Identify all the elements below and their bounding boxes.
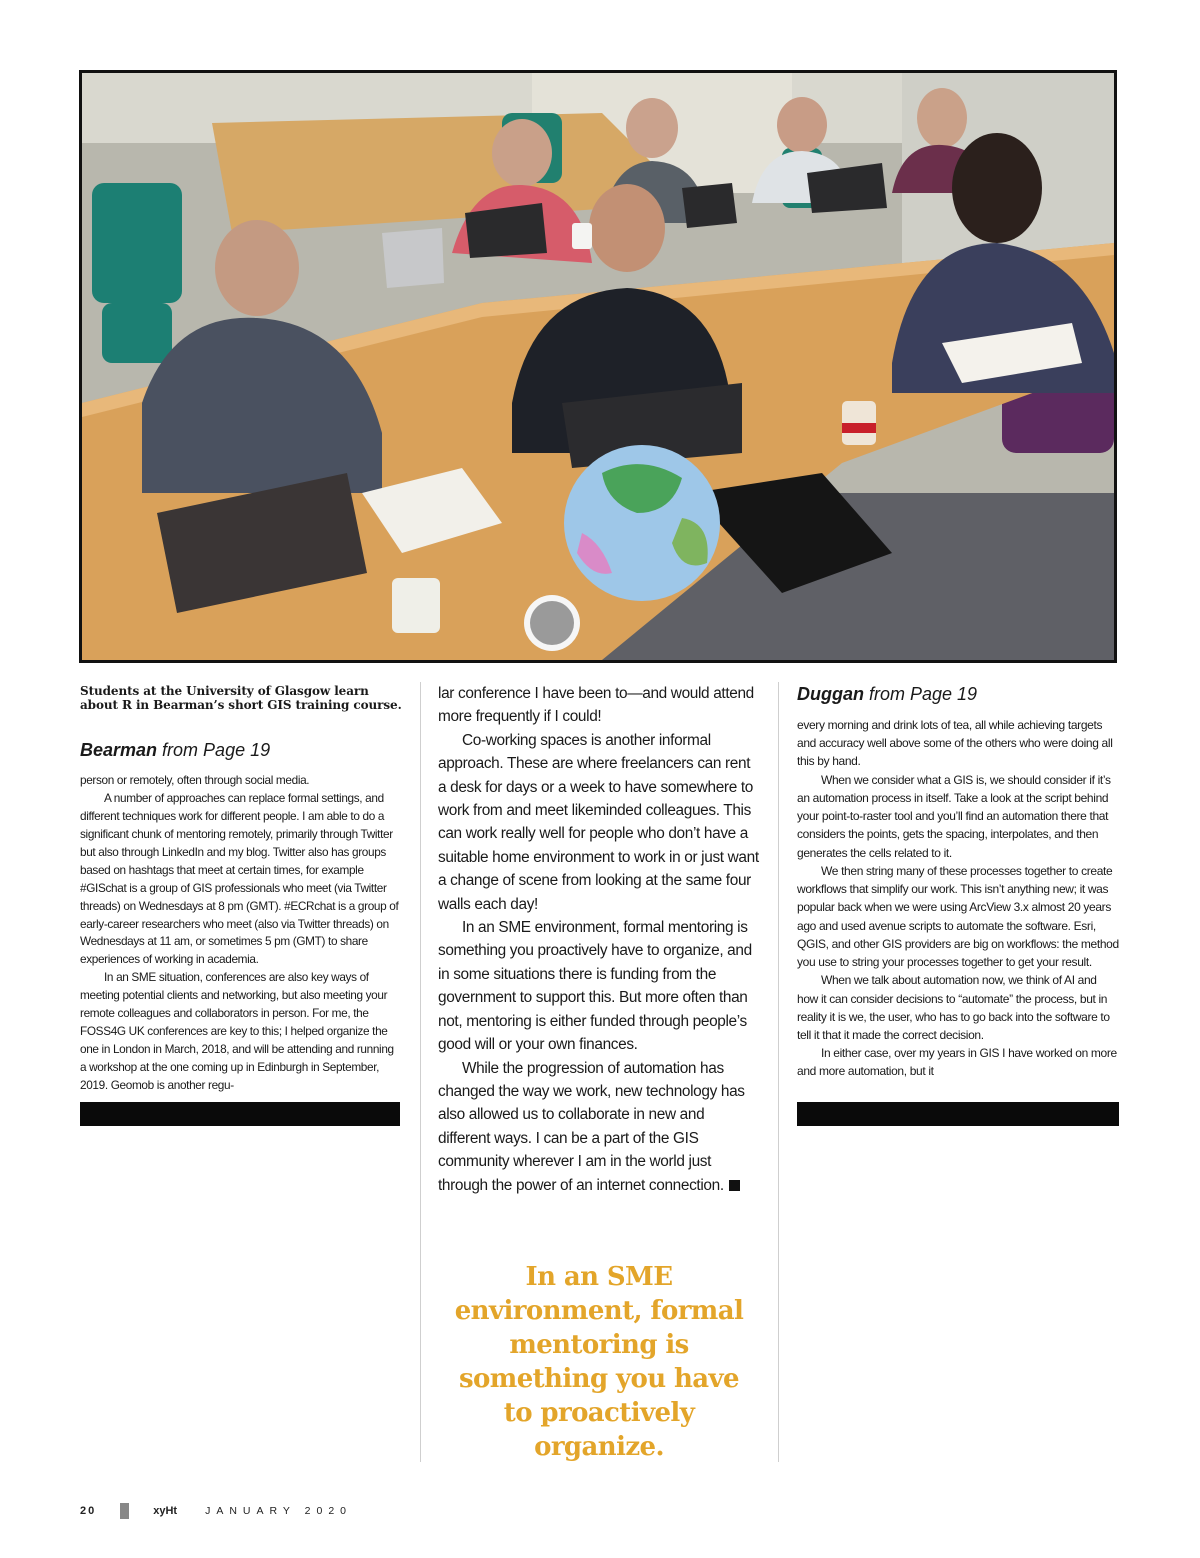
page-footer [80,1503,352,1519]
column-left [80,682,402,1095]
paragraph: person or remotely, often through social media. [80,773,310,787]
jump-name: Bearman [80,740,158,760]
jump-line-duggan [797,682,1119,706]
paragraph: When we talk about automation now, we think of AI and how it can consider decisions to “automate” the process, but in reality it is we, the user, who has to go back into the software to tell it that it made the correct decision. [797,973,1110,1042]
paragraph: In an SME situation, conferences are also key ways of meeting potential clients and networking, but also meeting your remote colleagues and collaborators in person. For me, the FOSS4G UK conferences are key to this; I helped organize the one in London in March, 2018, and will be attending and running a workshop at the one coming up in Edinburgh in September, 2019. Geomob is another regu- [80,970,394,1092]
paragraph: In an SME environment, formal mentoring is something you proactively have to organize, and in some situations there is funding from the government to support this. But more often than not, mentoring is either funded through people’s good will or your own finances. [438,919,752,1054]
photo-caption: Students at the University of Glasgow learn about R in Bearman’s short GIS training course. [80,684,402,712]
paragraph-text: While the progression of automation has changed the way we work, new technology has also allowed us to collaborate in new and different ways. I can be a part of the GIS community wherever I am in the world just through the power of an internet connection. [438,1059,745,1194]
paragraph: When we consider what a GIS is, we should consider if it’s an automation process in itself. Take a look at the script behind your point-to-raster tool and you’ll find an automation there that considers the points, gets the spacing, interpolates, and then generates the cells related to it. [797,772,1111,860]
jump-rest: from Page 19 [864,684,978,704]
column-end-bar [797,1102,1119,1126]
paragraph: Co-working spaces is another informal approach. These are where freelancers can rent a desk for days or a week to have somewhere to work from and meet likeminded colleagues. This can work really well for people who don’t have a suitable home environment to work in or just want a change of scene from looking at the same four walls each day! [438,731,759,913]
article-photo [79,70,1117,663]
jump-rest: from Page 19 [157,740,271,760]
column-middle [438,682,760,1197]
paragraph: In either case, over my years in GIS I have worked on more and more automation, but it [797,1046,1117,1079]
footer-divider [120,1503,129,1519]
paragraph-final [438,1057,760,1197]
paragraph: every morning and drink lots of tea, all while achieving targets and accuracy well above some of the others who were doing all this by hand. [797,718,1113,769]
issue-date: JANUARY 2020 [205,1505,352,1517]
classroom-illustration [82,73,1114,660]
paragraph: We then string many of these processes together to create workflows that simplify our work. This isn’t anything new; it was popular back when we were using ArcView 3.x almost 20 years ago and used avenue scripts to automate the software. Esri, QGIS, and other GIS providers are big on workflows: the method you use to string your processes together to get your result. [797,863,1119,970]
jump-line-bearman [80,738,402,762]
paragraph: lar conference I have been to—and would attend more frequently if I could! [438,685,754,726]
column-end-bar [80,1102,400,1126]
column-right [797,682,1119,1081]
pull-quote: In an SME environment, formal mentoring is something you have to proactively organize. [454,1262,744,1462]
column-divider [778,682,779,1462]
jump-name: Duggan [797,684,864,704]
magazine-name: xyHt [153,1505,178,1517]
page-number: 20 [80,1505,97,1517]
column-divider [420,682,421,1462]
paragraph: A number of approaches can replace formal settings, and different techniques work for different people. I am able to do a significant chunk of mentoring remotely, primarily through Twitter but also through LinkedIn and my blog. Twitter also has groups based on hashtags that meet at certain times, for example #GISchat is a group of GIS professionals who meet (via Twitter threads) on Wednesdays at 8 pm (GMT). #ECRchat is a group of early-career researchers who meet (also via Twitter threads) on Wednesdays at 11 am, or sometimes 5 pm (GMT) to share experiences of working in academia. [80,790,399,967]
end-mark-icon [729,1180,740,1191]
